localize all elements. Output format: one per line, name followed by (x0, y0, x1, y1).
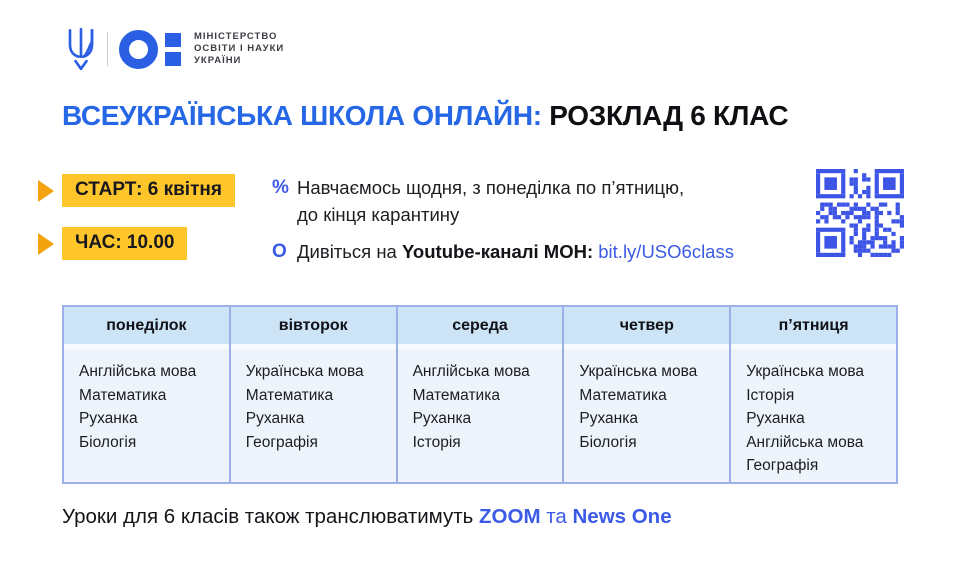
footer-conjunction: та (540, 505, 573, 528)
page-title-rest: РОЗКЛАД 6 КЛАС (541, 100, 789, 131)
mon-logo-ring (119, 30, 158, 69)
ministry-line-1: МІНІСТЕРСТВО (194, 31, 278, 42)
time-badge-row (38, 227, 187, 260)
schedule-column (564, 307, 731, 482)
subject-item: Руханка (245, 410, 305, 427)
day-subjects (398, 349, 563, 454)
subject-item: Руханка (412, 410, 472, 427)
subject-item: Математика (412, 386, 500, 404)
day-header: вівторок (231, 307, 396, 349)
subject-item: Математика (79, 386, 167, 404)
footer-prefix: Уроки для 6 класів також транслюватимуть (62, 505, 480, 528)
ministry-line-2: ОСВІТИ І НАУКИ (194, 43, 285, 54)
subject-item: Біологія (579, 433, 637, 451)
day-header: п’ятниця (731, 307, 896, 349)
daily-note-line2: до кінця карантину (297, 204, 460, 225)
start-badge-row (38, 174, 235, 207)
youtube-channel-label: Youtube-каналі МОН: (401, 241, 599, 262)
day-subjects (564, 349, 729, 454)
subject-item: Руханка (746, 410, 805, 427)
subject-item: Історія (412, 433, 461, 451)
daily-note-line1: Навчаємось щодня, з понеділка по п’ятницю, (297, 177, 685, 198)
day-header: понеділок (64, 307, 229, 349)
day-header: четвер (564, 307, 729, 349)
youtube-note-prefix: Дивіться на (297, 241, 402, 262)
arrow-right-icon (38, 180, 54, 202)
subject-item: Українська мова (746, 363, 865, 380)
subject-item: Англійська мова (412, 363, 530, 380)
ministry-line-3: УКРАЇНИ (194, 55, 242, 66)
qr-code (816, 169, 904, 257)
subject-item: Історія (746, 386, 795, 404)
start-badge: СТАРТ: 6 квітня (62, 174, 235, 207)
schedule-column (231, 307, 398, 482)
mon-logo-colon (165, 33, 181, 66)
daily-note (272, 174, 684, 228)
brand-divider (107, 32, 108, 66)
subject-item: Українська мова (245, 363, 364, 380)
page-title (62, 100, 788, 132)
schedule-table (62, 305, 898, 484)
percent-bullet-icon: % (272, 177, 289, 198)
subject-item: Руханка (79, 410, 138, 427)
subject-item: Математика (579, 386, 667, 404)
day-subjects (731, 349, 896, 478)
youtube-link[interactable]: bit.ly/USO6class (598, 241, 734, 262)
circle-bullet-icon: O (272, 241, 287, 262)
day-header: середа (398, 307, 563, 349)
subject-item: Географія (245, 433, 318, 451)
youtube-note (272, 238, 734, 265)
qr-code-image (816, 169, 904, 257)
news-one-label: News One (572, 505, 672, 528)
schedule-column (64, 307, 231, 482)
subject-item: Українська мова (579, 363, 698, 380)
ministry-brand (65, 27, 284, 71)
subject-item: Руханка (579, 410, 638, 427)
subject-item: Географія (746, 457, 819, 474)
subject-item: Англійська мова (746, 433, 864, 451)
arrow-right-icon (38, 233, 54, 255)
subject-item: Біологія (79, 433, 137, 451)
footer-broadcast-note (62, 505, 672, 529)
day-subjects (231, 349, 396, 454)
ministry-name (194, 31, 284, 67)
subject-item: Англійська мова (79, 363, 197, 380)
trident-icon (65, 27, 97, 71)
youtube-note-text (297, 238, 734, 265)
time-badge: ЧАС: 10.00 (62, 227, 187, 260)
page-title-highlight: ВСЕУКРАЇНСЬКА ШКОЛА ОНЛАЙН: (62, 100, 542, 131)
mon-logo-icon (119, 30, 181, 69)
schedule-column (398, 307, 565, 482)
daily-note-text (297, 174, 684, 228)
schedule-column (731, 307, 896, 482)
day-subjects (64, 349, 229, 454)
subject-item: Математика (245, 386, 334, 404)
zoom-label: ZOOM (479, 505, 541, 528)
